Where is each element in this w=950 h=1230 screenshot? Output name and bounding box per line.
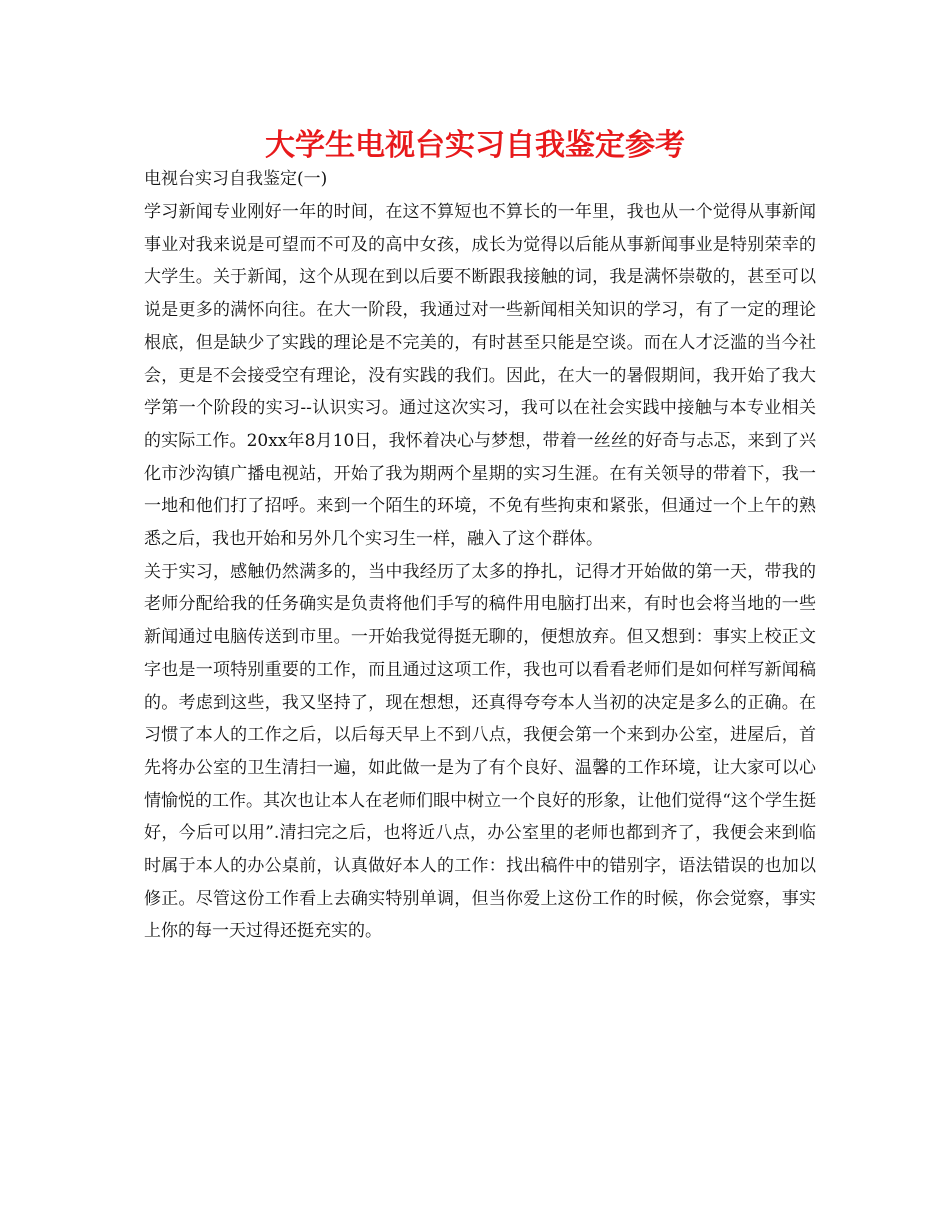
section-heading: 电视台实习自我鉴定(一) [144,169,328,189]
document-title: 大学生电视台实习自我鉴定参考 [265,128,685,163]
paragraph-1: 学习新闻专业刚好一年的时间，在这不算短也不算长的一年里，我也从一个觉得从事新闻事业对我来说是可望而不可及的高中女孩，成长为觉得以后能从事新闻事业是特别荣幸的大学生。关于新闻，这个从现在到以后要不断跟我接触的词，我是满怀崇敬的，甚至可以说是更多的满怀向往。在大一阶段，我通过对一些新闻相关知识的学习，有了一定的理论根底，但是缺少了实践的理论是不完美的，有时甚至只能是空谈。而在人才泛滥的当今社会，更是不会接受空有理论，没有实践的我们。因此，在大一的暑假期间，我开始了我大学第一个阶段的实习--认识实习。通过这次实习，我可以在社会实践中接触与本专业相关的实际工作。20xx年8月10日，我怀着决心与梦想，带着一丝丝的好奇与忐忑，来到了兴化市沙沟镇广播电视站，开始了我为期两个星期的实习生涯。在有关领导的带着下，我一一地和他们打了招呼。来到一个陌生的环境，不免有些拘束和紧张，但通过一个上午的熟悉之后，我也开始和另外几个实习生一样，融入了这个群体。 [144,202,816,550]
document-body [144,196,816,948]
paragraph-2: 关于实习，感触仍然满多的，当中我经历了太多的挣扎，记得才开始做的第一天，带我的老师分配给我的任务确实是负责将他们手写的稿件用电脑打出来，有时也会将当地的一些新闻通过电脑传送到市里。一开始我觉得挺无聊的，便想放弃。但又想到：事实上校正文字也是一项特别重要的工作，而且通过这项工作，我也可以看看老师们是如何样写新闻稿的。考虑到这些，我又坚持了，现在想想，还真得夸夸本人当初的决定是多么的正确。在习惯了本人的工作之后，以后每天早上不到八点，我便会第一个来到办公室，进屋后，首先将办公室的卫生清扫一遍，如此做一是为了有个良好、温馨的工作环境，让大家可以心情愉悦的工作。其次也让本人在老师们眼中树立一个良好的形象，让他们觉得“这个学生挺好，今后可以用”.清扫完之后，也将近八点，办公室里的老师也都到齐了，我便会来到临时属于本人的办公桌前，认真做好本人的工作：找出稿件中的错别字，语法错误的也加以修正。尽管这份工作看上去确实特别单调，但当你爱上这份工作的时候，你会觉察，事实上你的每一天过得还挺充实的。 [144,561,816,942]
